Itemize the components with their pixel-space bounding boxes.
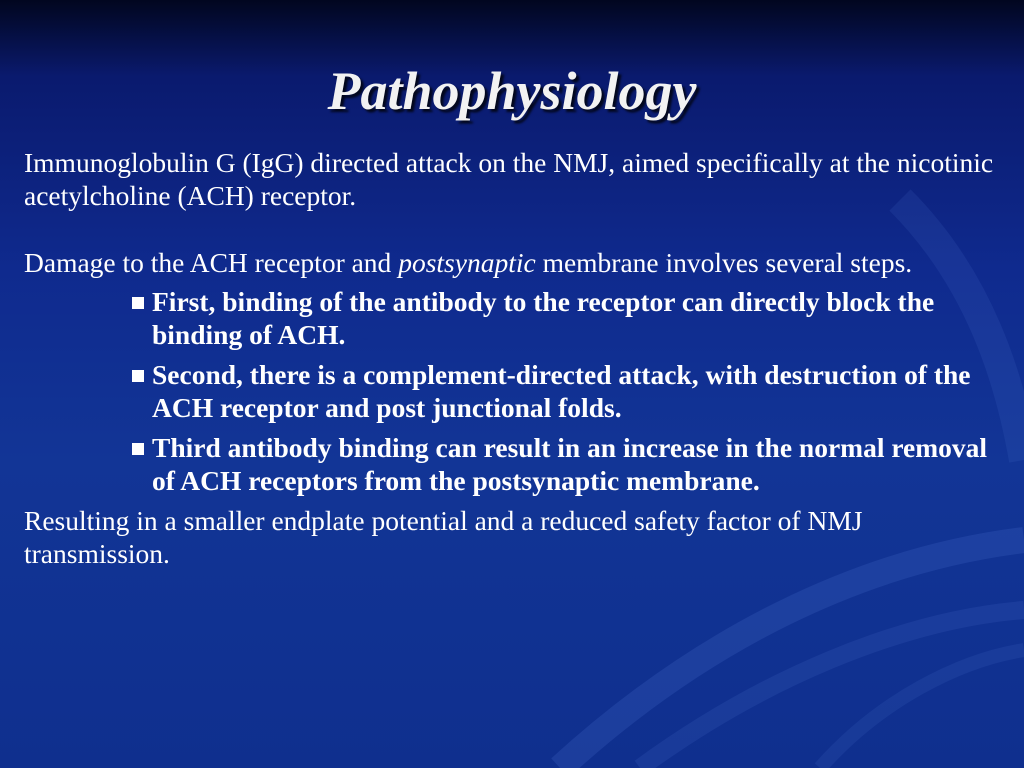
damage-text-start: Damage to the ACH receptor and xyxy=(24,247,399,278)
slide-title: Pathophysiology xyxy=(327,61,697,121)
list-item xyxy=(128,285,994,351)
conclusion-paragraph: Resulting in a smaller endplate potential and a reduced safety factor of NMJ transmission. xyxy=(24,505,863,569)
slide-body xyxy=(24,146,994,570)
list-item-text: First, binding of the antibody to the receptor can directly block the binding of ACH. xyxy=(152,286,935,350)
list-item xyxy=(128,431,994,497)
square-bullet-icon xyxy=(132,297,144,309)
square-bullet-icon xyxy=(132,443,144,455)
square-bullet-icon xyxy=(132,370,144,382)
list-item-text: Third antibody binding can result in an increase in the normal removal of ACH receptors from the postsynaptic membrane. xyxy=(152,432,988,496)
steps-list xyxy=(24,285,994,497)
damage-text-italic: postsynaptic xyxy=(398,247,536,278)
intro-paragraph: Immunoglobulin G (IgG) directed attack on the NMJ, aimed specifically at the nicotinic acetylcholine (ACH) receptor. xyxy=(24,147,994,211)
list-item-text: Second, there is a complement-directed attack, with destruction of the ACH receptor and post junctional folds. xyxy=(152,359,971,423)
damage-paragraph xyxy=(24,246,994,279)
damage-text-end: membrane involves several steps. xyxy=(535,247,913,278)
list-item xyxy=(128,358,994,424)
